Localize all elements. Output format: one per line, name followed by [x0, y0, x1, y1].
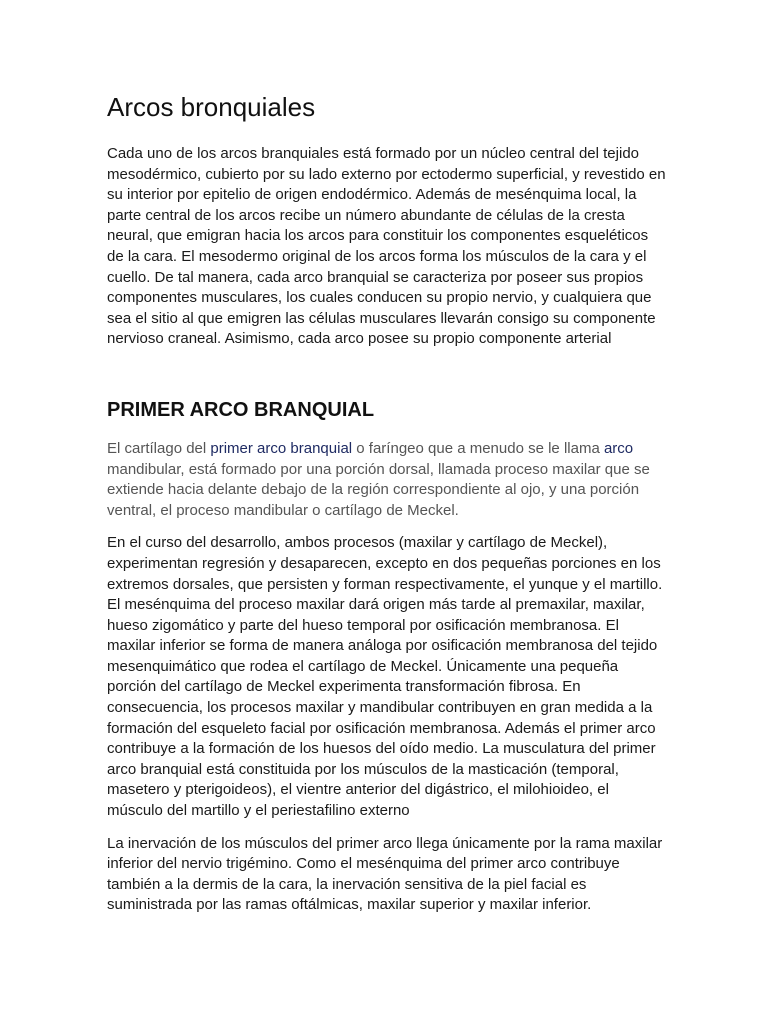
document-title: Arcos bronquiales — [107, 92, 316, 122]
primer-arco-link[interactable]: primer arco branquial — [210, 439, 353, 457]
paragraph-spacer — [107, 822, 668, 834]
paragraph-desarrollo: En el curso del desarrollo, ambos procesos (maxilar y cartílago de Meckel), experimentan regresión y desaparecen, excepto en dos pequeñas porciones en los extremos dorsales, que persisten y forman respectivamente, el yunque y el martillo. El mesénquima del proceso maxilar dará origen más tarde al premaxilar, maxilar, hueso zigomático y parte del hueso temporal por osificación membranosa. El maxilar inferior se forma de manera análoga por osificación membranosa del tejido mesenquimático que rodea el cartílago de Meckel. Únicamente una pequeña porción del cartílago de Meckel experimenta transformación fibrosa. En consecuencia, los procesos maxilar y mandibular contribuyen en gran medida a la formación del esqueleto facial por osificación membranosa. Además el primer arco contribuye a la formación de los huesos del oído medio. La musculatura del primer arco branquial está constituida por los músculos de la masticación (temporal, masetero y pterigoideos), el vientre anterior del digástrico, el milohioideo, el músculo del martillo y el periestafilino externo — [107, 534, 663, 820]
paragraph-text: El cartílago del — [107, 439, 211, 457]
paragraph-spacer — [107, 521, 668, 533]
arco-link[interactable]: arco — [603, 439, 634, 457]
section-heading: PRIMER ARCO BRANQUIAL — [107, 398, 375, 421]
paragraph-inervacion: La inervación de los músculos del primer arco llega únicamente por la rama maxilar inferior del nervio trigémino. Como el mesénquima del primer arco contribuye también a la dermis de la cara, la inervación sensitiva de la piel facial es suministrada por las ramas oftálmicas, maxilar superior y maxilar inferior. — [107, 834, 663, 914]
paragraph-text: o faríngeo que a menudo se le llama — [352, 439, 604, 457]
section-spacer — [107, 350, 668, 397]
paragraph-text: mandibular, está formado por una porción dorsal, llamada proceso maxilar que se extiende hacia delante debajo de la región correspondiente al ojo, y una porción ventral, el proceso mandibular o cartílago de Meckel. — [107, 460, 650, 519]
paragraph-cartilago — [107, 439, 668, 521]
intro-paragraph: Cada uno de los arcos branquiales está formado por un núcleo central del tejido mesodérmico, cubierto por su lado externo por ectodermo superficial, y revestido en su interior por epitelio de origen endodérmico. Además de mesénquima local, la parte central de los arcos recibe un número abundante de células de la cresta neural, que emigran hacia los arcos para constituir los componentes esqueléticos de la cara. El mesodermo original de los arcos forma los músculos de la cara y el cuello. De tal manera, cada arco branquial se caracteriza por poseer sus propios componentes musculares, los cuales conducen su propio nervio, y cualquiera que sea el sitio al que emigren las células musculares llevarán consigo su componente nervioso craneal. Asimismo, cada arco posee su propio componente arterial — [107, 145, 666, 348]
